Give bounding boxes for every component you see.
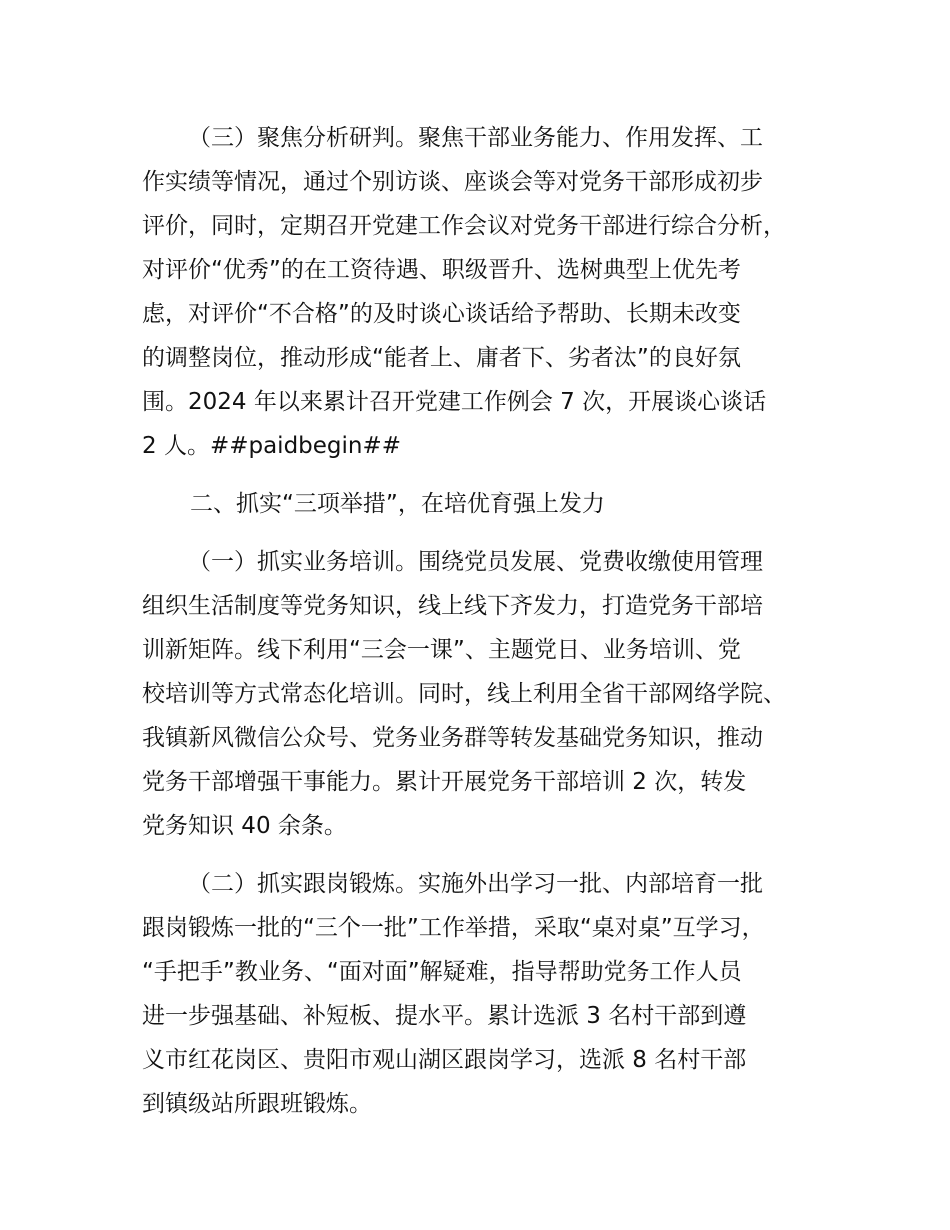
paragraph-line: 虑，对评价“不合格”的及时谈心谈话给予帮助、长期未改变	[142, 301, 741, 327]
section-heading-text: 二、抓实“三项举措”，在培优育强上发力	[190, 491, 605, 517]
paragraph-line: 作实绩等情况，通过个别访谈、座谈会等对党务干部形成初步	[142, 169, 763, 195]
paragraph-line: 进一步强基础、补短板、提水平。累计选派 3 名村干部到遵	[142, 1003, 747, 1029]
paragraph-line: 义市红花岗区、贵阳市观山湖区跟岗学习，选派 8 名村干部	[142, 1047, 747, 1073]
paragraph-line: 党务干部增强干事能力。累计开展党务干部培训 2 次，转发	[142, 769, 747, 795]
paragraph-line: （一）抓实业务培训。围绕党员发展、党费收缴使用管理	[188, 549, 763, 575]
paragraph-line: 我镇新风微信公众号、党务业务群等转发基础党务知识，推动	[142, 725, 763, 751]
paragraph-line: 对评价“优秀”的在工资待遇、职级晋升、选树典型上优先考	[142, 257, 741, 283]
paragraph-line: （三）聚焦分析研判。聚焦干部业务能力、作用发挥、工	[188, 125, 763, 151]
paragraph-line: 的调整岗位，推动形成“能者上、庸者下、劣者汰”的良好氛	[142, 345, 741, 371]
paragraph-line: 评价，同时，定期召开党建工作会议对党务干部进行综合分析，	[142, 213, 786, 239]
paragraph-line: 跟岗锻炼一批的“三个一批”工作举措，采取“桌对桌”互学习，	[142, 915, 765, 941]
paragraph-line: 党务知识 40 余条。	[142, 813, 347, 839]
paragraph-line: 到镇级站所跟班锻炼。	[142, 1091, 372, 1117]
section-heading-two	[142, 482, 832, 526]
paragraph-line: 校培训等方式常态化培训。同时，线上利用全省干部网络学院、	[142, 681, 786, 707]
paragraph-line: 2 人。##paidbegin##	[142, 433, 402, 459]
paragraph-line: “手把手”教业务、“面对面”解疑难，指导帮助党务工作人员	[142, 959, 742, 985]
paragraph-section-two-practice	[142, 862, 832, 1126]
paragraph-line: 组织生活制度等党务知识，线上线下齐发力，打造党务干部培	[142, 593, 763, 619]
paragraph-section-one-training	[142, 540, 832, 848]
paragraph-line: 围。2024 年以来累计召开党建工作例会 7 次，开展谈心谈话	[142, 389, 767, 415]
paragraph-section-three-analysis	[142, 116, 832, 468]
paragraph-line: （二）抓实跟岗锻炼。实施外出学习一批、内部培育一批	[188, 871, 763, 897]
document-body	[142, 116, 832, 1126]
paragraph-line: 训新矩阵。线下利用“三会一课”、主题党日、业务培训、党	[142, 637, 741, 663]
